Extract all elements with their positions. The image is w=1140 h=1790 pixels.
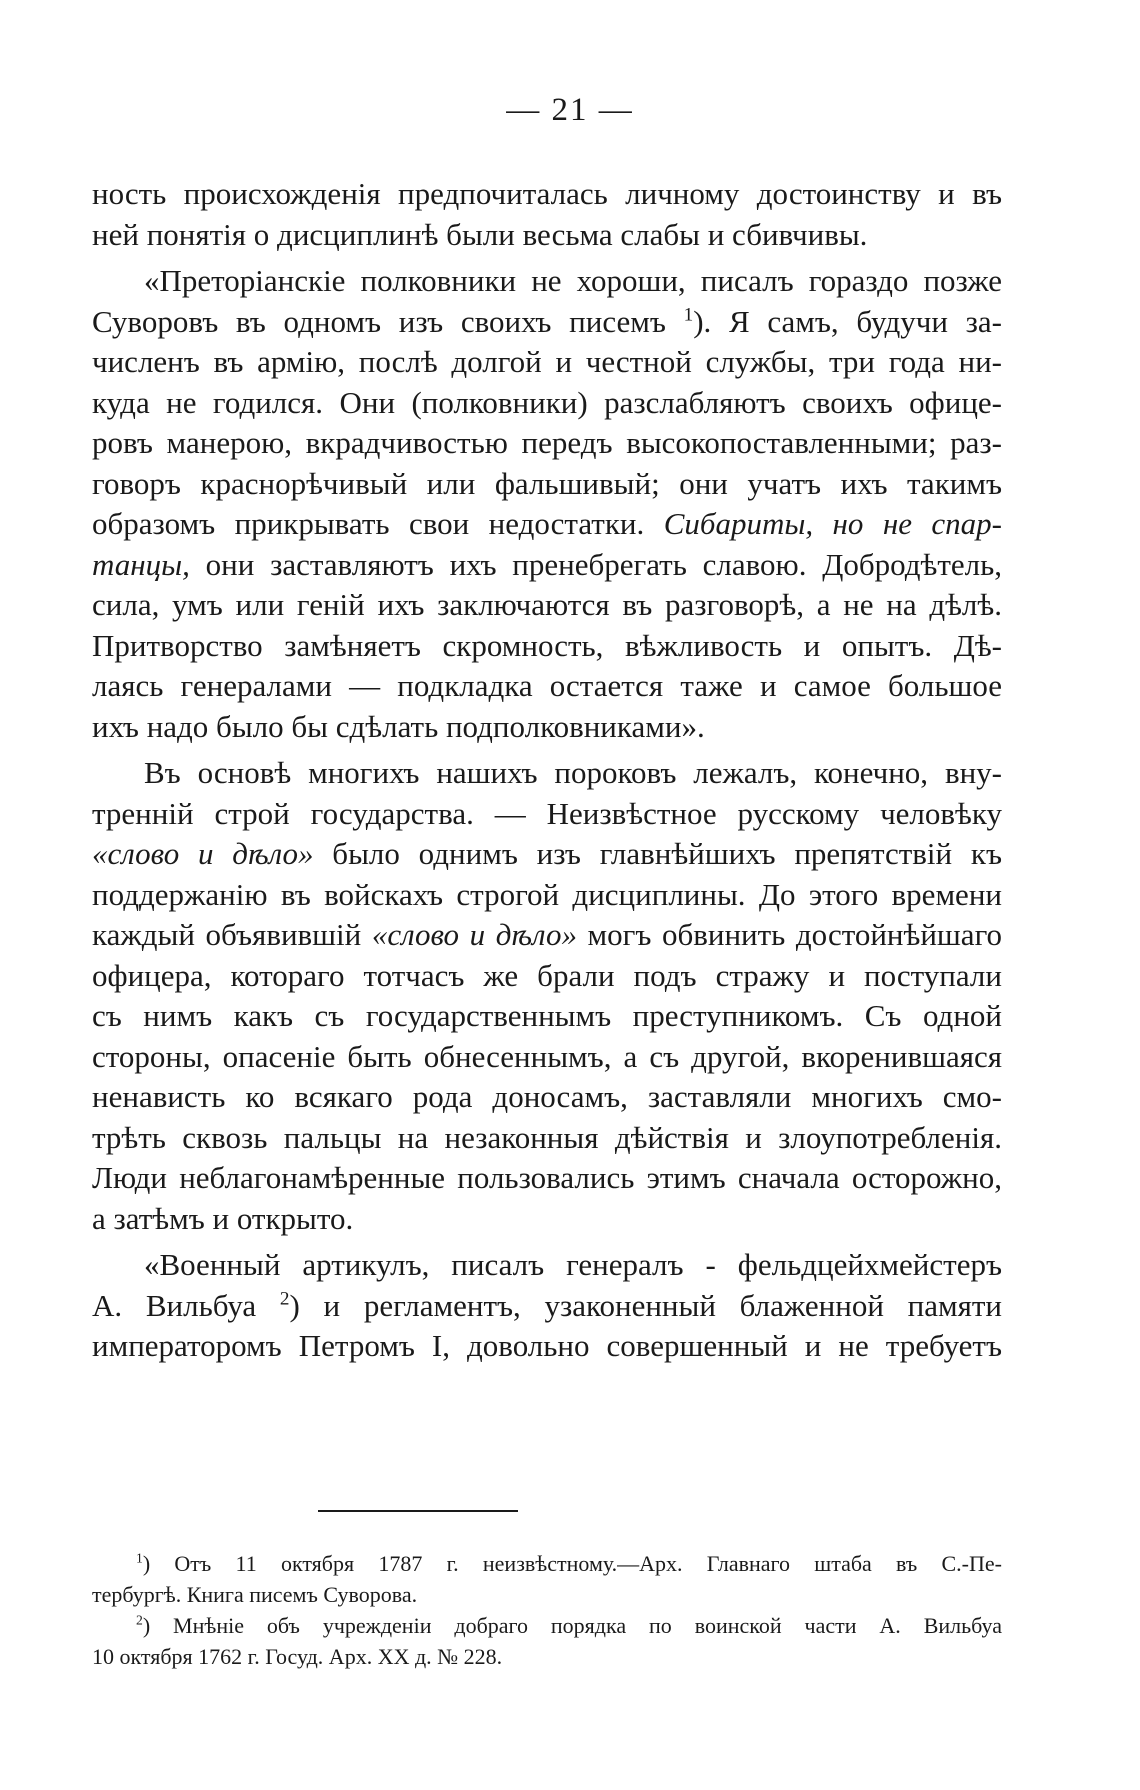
text-span: ) Отъ 11 октября 1787 г. неизвѣстному.—Арх. Главнаго штаба въ С.-Пе- xyxy=(142,1551,1002,1576)
footnotes xyxy=(92,1548,1002,1672)
text-line: Притворство замѣняетъ скромность, вѣжливость и опытъ. Дѣ- xyxy=(92,627,1002,663)
footnote-line xyxy=(92,1548,1002,1579)
text-line: ность происхожденія предпочиталась личному достоинству и въ xyxy=(92,176,1002,211)
paragraph-3 xyxy=(92,753,1002,1239)
text-span: могъ обвинить достойнѣйшаго xyxy=(576,917,1003,952)
text-line: «Военный артикулъ, писалъ генералъ - фельдцейхмейстеръ xyxy=(144,1247,1002,1282)
text-line: куда не годился. Они (полковники) разслабляютъ своихъ офице- xyxy=(92,384,1002,420)
italic-text: «слово и дѣло» xyxy=(92,836,314,871)
text-line xyxy=(92,915,1002,956)
text-line: ихъ надо было бы сдѣлать подполковниками». xyxy=(92,708,705,744)
paragraph-4 xyxy=(92,1245,1002,1367)
text-span: ). Я самъ, будучи за- xyxy=(693,303,1002,339)
text-line: ровъ манерою, вкрадчивостью передъ высокопоставленными; раз- xyxy=(92,425,1002,460)
footnote-marker: 2 xyxy=(136,1612,143,1628)
main-text xyxy=(92,174,1002,1367)
page-number: — 21 — xyxy=(506,92,634,128)
footnote-line: 10 октября 1762 г. Госуд. Арх. XX д. № 228. xyxy=(92,1644,503,1669)
text-line: тренній строй государства. — Неизвѣстное русскому человѣку xyxy=(92,795,1002,831)
text-line: съ нимъ какъ съ государственнымъ преступникомъ. Съ одной xyxy=(92,998,1002,1033)
footnote-divider xyxy=(318,1510,518,1512)
paragraph-1 xyxy=(92,174,1002,255)
text-line: стороны, опасеніе быть обнесеннымъ, а съ другой, вкоренившаяся xyxy=(92,1038,1002,1074)
text-line: ней понятія о дисциплинѣ были весьма слабы и сбивчивы. xyxy=(92,216,868,252)
paragraph-2 xyxy=(92,261,1002,747)
text-span: ) Мнѣніе объ учрежденіи добраго порядка по воинской части А. Вильбуа xyxy=(142,1613,1002,1638)
text-line: императоромъ Петромъ I, довольно совершенный и не требуетъ xyxy=(92,1328,1002,1363)
text-span: А. Вильбуа xyxy=(92,1287,280,1323)
text-span: было однимъ изъ главнѣйшихъ препятствій къ xyxy=(313,836,1002,871)
italic-text: Сибариты, но не спар- xyxy=(663,506,1002,541)
footnote-2 xyxy=(92,1610,1002,1672)
text-line xyxy=(92,545,1002,586)
text-line: офицера, котораго тотчасъ же брали подъ стражу и поступали xyxy=(92,957,1002,993)
text-line: «Преторіанскіе полковники не хороши, писалъ гораздо позже xyxy=(144,263,1002,298)
text-line: говоръ краснорѣчивый или фальшивый; они учатъ ихъ такимъ xyxy=(92,465,1002,501)
text-span: Суворовъ въ одномъ изъ своихъ писемъ xyxy=(92,303,684,339)
footnote-line xyxy=(92,1610,1002,1641)
text-line xyxy=(92,1286,1002,1327)
footnote-1 xyxy=(92,1548,1002,1610)
text-line xyxy=(92,834,1002,875)
text-line: ненависть ко всякаго рода доносамъ, заставляли многихъ смо- xyxy=(92,1079,1002,1114)
footnote-ref: 2 xyxy=(279,1288,290,1310)
text-line: Въ основѣ многихъ нашихъ пороковъ лежалъ, конечно, вну- xyxy=(144,755,1002,790)
text-span: образомъ прикрывать свои недостатки. xyxy=(92,506,664,541)
text-span: ) и регламентъ, узаконенный блаженной памяти xyxy=(289,1287,1002,1323)
text-span: они заставляютъ ихъ пренебрегать славою. Добродѣтель, xyxy=(189,546,1002,582)
italic-text: танцы, xyxy=(92,546,190,582)
text-line: трѣть сквозь пальцы на незаконныя дѣйствія и злоупотребленія. xyxy=(92,1119,1002,1155)
text-line: Люди неблагонамѣренные пользовались этимъ сначала осторожно, xyxy=(92,1160,1002,1195)
text-span: каждый объявившій xyxy=(92,917,372,952)
footnote-marker: 1 xyxy=(136,1550,143,1566)
text-line: лаясь генералами — подкладка остается таже и самое большое xyxy=(92,668,1002,703)
italic-text: «слово и дѣло» xyxy=(371,917,577,952)
text-line xyxy=(92,302,1002,343)
text-line xyxy=(92,504,1002,545)
footnote-ref: 1 xyxy=(683,304,694,326)
text-line: поддержанію въ войскахъ строгой дисциплины. До этого времени xyxy=(92,876,1002,912)
text-line: численъ въ армію, послѣ долгой и честной службы, три года ни- xyxy=(92,344,1002,379)
text-line: сила, умъ или геній ихъ заключаются въ разговорѣ, а не на дѣлѣ. xyxy=(92,587,1002,622)
text-line: а затѣмъ и открыто. xyxy=(92,1200,354,1236)
footnote-line: тербургѣ. Книга писемъ Суворова. xyxy=(92,1582,418,1607)
